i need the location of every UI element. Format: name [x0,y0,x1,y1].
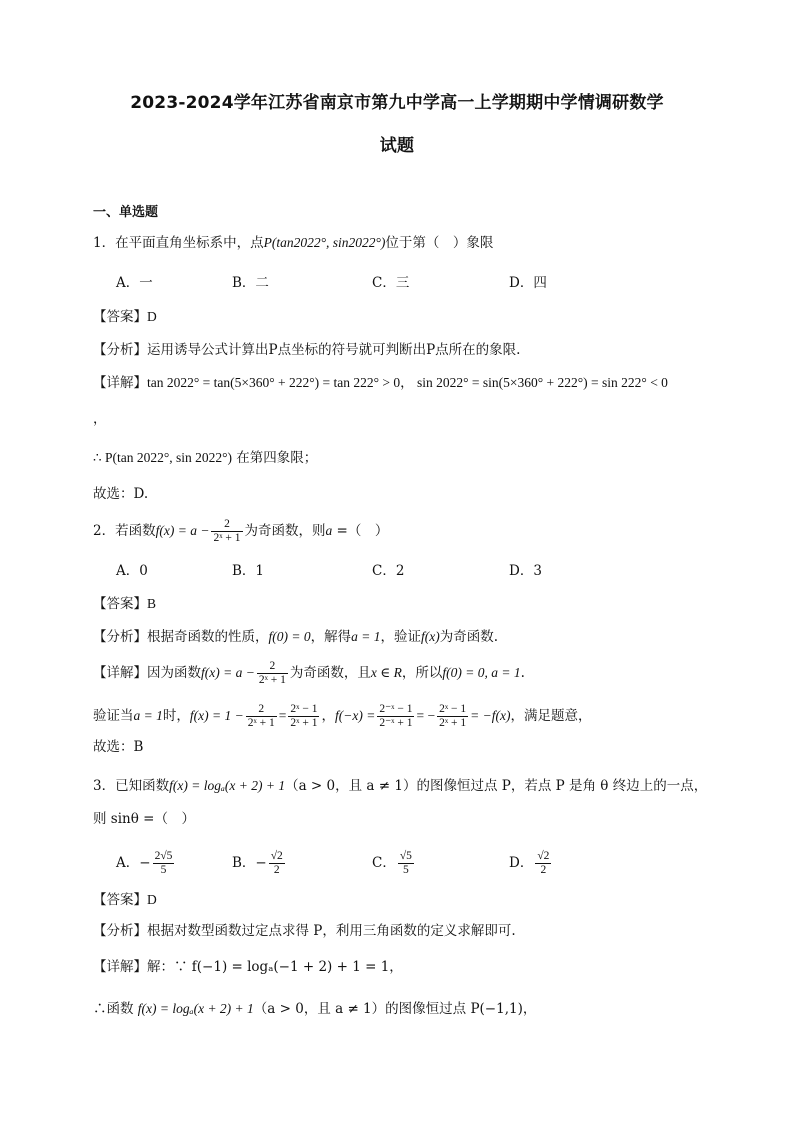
q2-analysis-m3: f(x) [420,629,440,644]
q2-verify-f1: f(x) = 1 − [189,708,244,723]
q3-opt-a-pre: A．− [116,855,151,871]
q2-stem-post: =（ ） [332,523,389,539]
q2-detail-m2: f(0) = 0, a = 1 [442,665,521,680]
q2-answer [93,594,156,614]
q1-option-d: D．四 [509,275,547,291]
q2-fraction [211,518,242,545]
q3-opt-b-frac [269,850,285,877]
q2-detail [93,660,525,687]
q3-option-a [116,850,176,877]
document-title-line1: 2023-2024学年江苏省南京市第九中学高一上学期期中学情调研数学 [130,93,664,113]
q2-analysis-post: 为奇函数. [439,629,499,645]
q2-verify-frac3 [377,703,414,730]
q1-answer [93,307,157,327]
q3-detail-text: 解：∵ f(−1) = logₐ(−1 + 2) + 1 = 1， [147,959,403,975]
q2-detail-frac-den: 2ˣ + 1 [258,674,286,686]
q3-stem-mid: （a > 0，且 a ≠ 1）的图像恒过点 P，若点 P 是角 θ 终边上的一点， [285,778,708,794]
q1-stem-post: 位于第（ ）象限 [385,235,494,251]
q2-verify-frac1 [246,703,277,730]
q2-verify-eq2: = − [416,708,436,723]
q1-detail [93,373,668,393]
q2-stem-var: a [325,523,333,538]
q3-option-b [232,850,287,877]
q3-opt-d-pre: D． [509,855,534,871]
q2-analysis [93,627,498,647]
q1-detail-sin: ， sin 2022° = sin(5×360° + 222°) = sin 222° < 0 [400,375,668,390]
q2-verify-frac3-den: 2⁻ˣ + 1 [379,717,413,729]
q2-analysis-mid2: ，验证 [380,629,421,645]
q3-option-c [372,850,416,877]
q2-verify-frac1-den: 2ˣ + 1 [247,717,275,729]
q2-detail-end: . [520,665,525,681]
q3-func: f(x) = logₐ(x + 2) + 1 [169,778,286,793]
q2-verify-frac2-num: 2ˣ − 1 [290,703,318,715]
q2-detail-pre: 因为函数 [147,665,201,681]
q3-option-d [509,850,553,877]
detail-tag: 【详解】 [93,665,147,681]
q2-verify-f2: f(−x) = [334,708,376,723]
q2-detail-mid: 为奇函数，且 [289,665,371,681]
q2-option-d: D．3 [509,563,542,579]
q1-detail-comma: ， [93,411,107,427]
q2-verify [93,703,591,730]
q1-stem-pre: 1．在平面直角坐标系中，点 [93,235,264,251]
q3-opt-c-num: √5 [399,850,412,862]
q3-detail [93,957,403,977]
q3-answer-value: D [147,892,157,907]
q3-opt-a-den: 5 [160,864,167,876]
q3-opt-d-den: 2 [540,864,547,876]
q2-stem-pre: 2．若函数 [93,523,156,539]
q1-stem [93,233,493,253]
q2-analysis-mid: ，解得 [310,629,352,645]
q2-verify-eq: = [278,708,287,723]
q2-verify-tail: = −f(x) [470,708,511,723]
q2-verify-frac4 [437,703,468,730]
q2-verify-mid: 时， [162,708,190,724]
q2-stem [93,518,388,545]
q2-verify-frac1-num: 2 [246,703,277,717]
q3-opt-d-num: √2 [537,850,550,862]
q3-stem-line2: 则 sinθ =（ ） [93,811,195,827]
q2-option-c: C．2 [372,563,405,579]
analysis-tag: 【分析】 [93,629,147,645]
q2-answer-value: B [147,596,157,611]
q2-analysis-m2: a = 1 [351,629,381,644]
q3-last-func: f(x) = logₐ(x + 2) + 1 [137,1001,254,1016]
q2-verify-pre: 验证当 [93,708,134,724]
q3-opt-a-num: 2√5 [154,850,173,862]
document-title-line2: 试题 [379,136,415,156]
q1-conclusion-text: 在第四象限； [232,450,318,466]
q3-opt-b-num: √2 [270,850,283,862]
q3-opt-c-frac [398,850,414,877]
q3-analysis [93,921,516,941]
q2-verify-post: ，满足题意， [510,708,592,724]
q2-frac-den: 2ˣ + 1 [213,532,241,544]
q3-analysis-text: 根据对数型函数过定点求得 P，利用三角函数的定义求解即可. [147,923,516,939]
q2-detail-fraction [257,660,288,687]
q2-analysis-m1: f(0) = 0 [268,629,311,644]
q2-detail-m1: x ∈ R [370,665,402,680]
q1-point: P(tan2022°, sin2022°) [263,235,386,250]
q3-opt-a-frac [153,850,175,877]
q3-opt-d-frac [535,850,551,877]
q2-frac-num: 2 [211,518,242,532]
answer-tag: 【答案】 [93,309,147,325]
q2-detail-mid2: ，所以 [401,665,443,681]
q1-analysis [93,340,520,360]
q1-option-b: B．二 [232,275,269,291]
answer-tag: 【答案】 [93,892,147,908]
q3-stem-pre: 3．已知函数 [93,778,170,794]
q1-option-c: C．三 [372,275,410,291]
q1-analysis-text: 运用诱导公式计算出P点坐标的符号就可判断出P点所在的象限. [147,342,521,358]
detail-tag: 【详解】 [93,959,147,975]
q2-detail-frac-num: 2 [257,660,288,674]
q2-stem-mid: 为奇函数，则 [244,523,326,539]
q2-verify-frac3-num: 2⁻ˣ − 1 [379,703,413,715]
q3-stem [93,776,707,796]
q2-option-a: A．0 [116,563,148,579]
q2-option-b: B．1 [232,563,265,579]
q3-last-pre: ∴函数 [93,1001,138,1017]
q2-choose: 故选：B [93,739,144,755]
q2-verify-m: a = 1 [133,708,163,723]
q1-answer-value: D [147,309,157,324]
q3-answer [93,890,157,910]
detail-tag: 【详解】 [93,375,147,391]
q1-detail-tan: tan 2022° = tan(5×360° + 222°) = tan 222° > 0 [147,375,401,390]
q3-opt-c-den: 5 [403,864,409,876]
q2-verify-frac4-num: 2ˣ − 1 [439,703,467,715]
q3-opt-b-den: 2 [273,864,280,876]
analysis-tag: 【分析】 [93,923,147,939]
q2-analysis-pre: 根据奇函数的性质， [147,629,269,645]
q2-verify-sep: ， [321,708,335,724]
q2-verify-frac2-den: 2ˣ + 1 [290,717,318,729]
q2-detail-func: f(x) = a − [201,665,255,680]
q1-option-a: A．一 [116,275,153,291]
q3-opt-c-pre: C． [372,855,396,871]
q2-verify-frac4-den: 2ˣ + 1 [439,717,467,729]
q3-last-post: （a > 0，且 a ≠ 1）的图像恒过点 P(−1,1)， [253,1001,537,1017]
q1-conclusion-math: ∴ P(tan 2022°, sin 2022°) [93,450,233,465]
q3-last-line [93,999,536,1019]
q2-verify-frac2 [288,703,319,730]
q1-choose: 故选：D. [93,486,149,502]
q3-opt-b-pre: B．− [232,855,267,871]
answer-tag: 【答案】 [93,596,147,612]
q1-conclusion [93,448,317,468]
section-heading: 一、单选题 [93,205,159,220]
analysis-tag: 【分析】 [93,342,147,358]
q2-func: f(x) = a − [155,523,210,538]
